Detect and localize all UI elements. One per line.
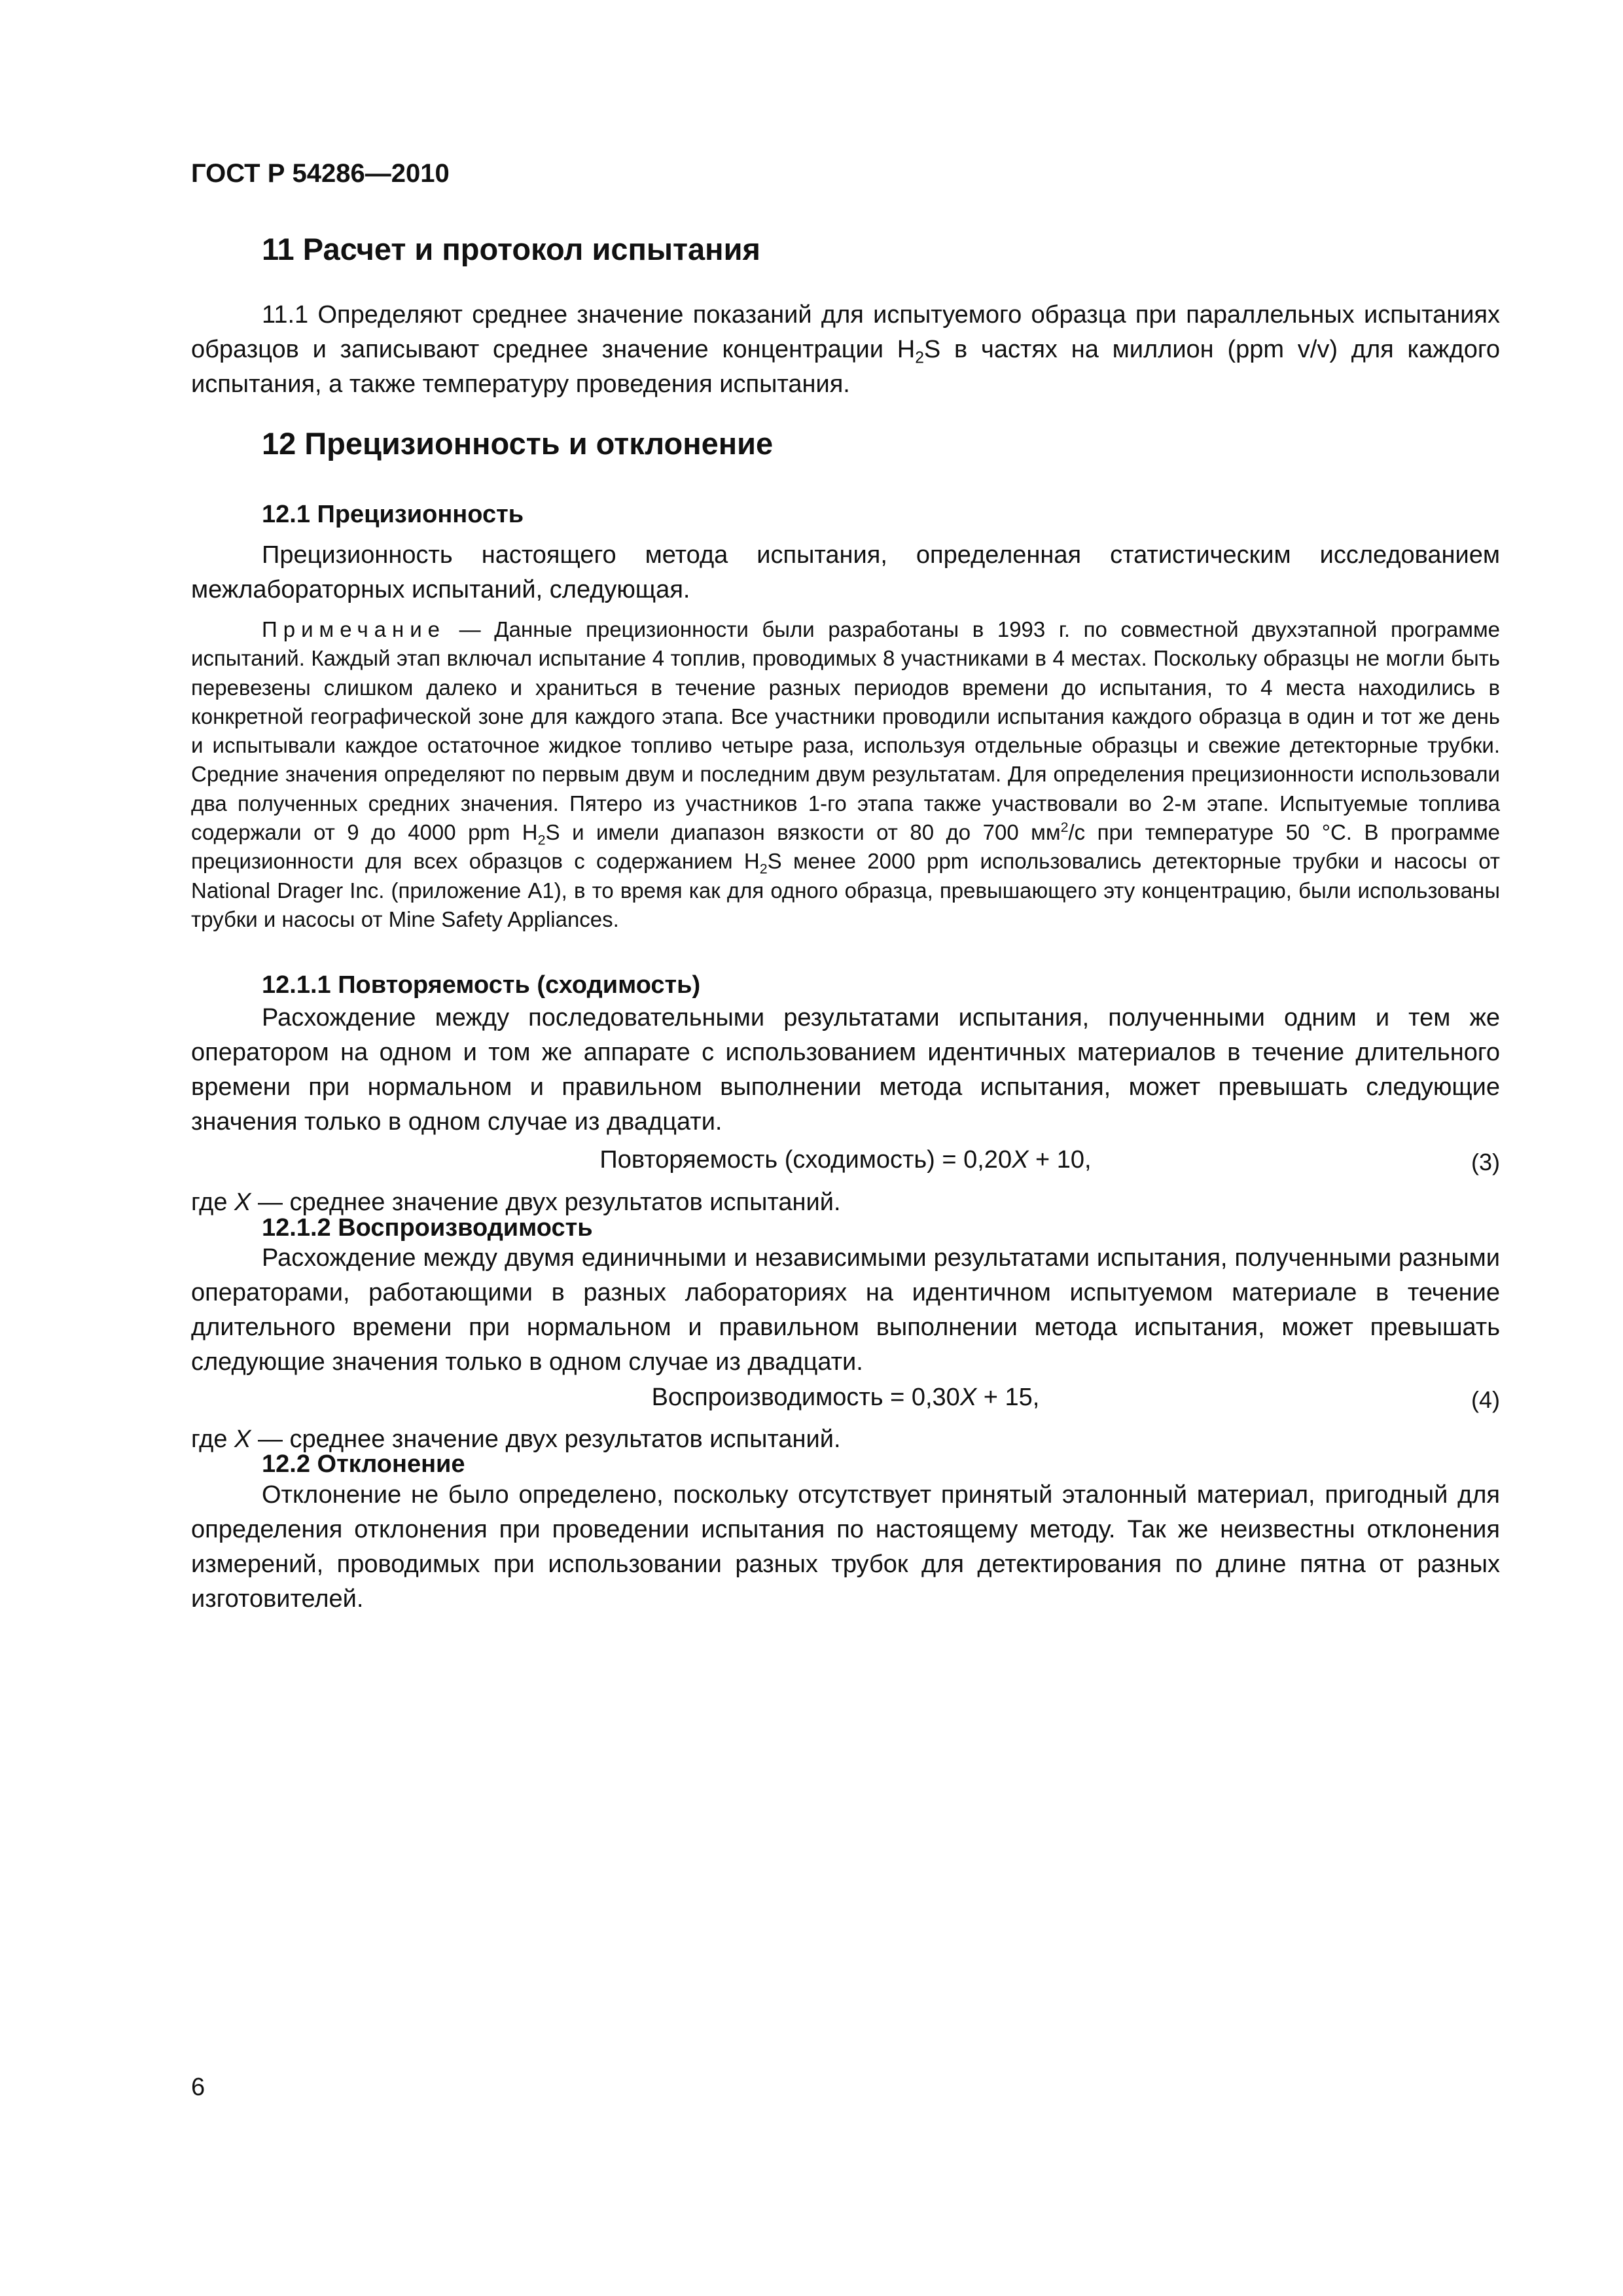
- equation-3-number: (3): [1471, 1149, 1500, 1175]
- note-block: Примечание — Данные прецизионности были разработаны в 1993 г. по совместной двухэтапной программе испытаний. Каждый этап включал испытание 4 топлив, проводимых 8 участниками в 4 местах. Поскольку образцы не могли быть перевезены слишком далеко и храниться в течение разных периодов времени до испытания, то 4 места находились в конкретной географической зоне для каждого этапа. Все участники проводили испытания каждого образца в один и тот же день и испытывали каждое остаточное жидкое топливо четыре раза, используя отдельные образцы и свежие детекторные трубки. Средние значения определяют по первым двум и последним двум результатам. Для определения прецизионности использовали два полученных средних значения. Пятеро из участников 1-го этапа также участвовали во 2-м этапе. Испытуемые топлива содержали от 9 до 4000 ppm $H_2S$ и имели диапазон вязкости от 80 до 700 $мм^2/с$ при температуре 50 °С. В программе прецизионности для всех образцов с содержанием $H_2S$ менее 2000 ppm использовались детекторные трубки и насосы от National Drager Inc. (приложение А1), в то время как для одного образца, превышающего эту концентрацию, были использованы трубки и насосы от Mine Safety Appliances.: [191, 617, 1501, 931]
- paragraph-12-1: Прецизионность настоящего метода испытания, определенная статистическим исследованием межлабораторных испытаний, следующая.: [191, 541, 1500, 603]
- section-11-heading: 11 Расчет и протокол испытания: [262, 232, 760, 266]
- equation-4-where: где X — среднее значение двух результатов испытаний.: [191, 1426, 841, 1453]
- equation-3-formula: Повторяемость (сходимость) = 0,20X + 10,: [599, 1146, 1092, 1174]
- paragraph-11-1: 11.1 Определяют среднее значение показаний для испытуемого образца при параллельных испытаниях образцов и записывают среднее значение концентрации $H_2S$ в частях на миллион (ppm v/v) для каждого испытания, а также температуру проведения испытания.: [191, 301, 1500, 398]
- subsection-12-1-heading: 12.1 Прецизионность: [262, 501, 524, 528]
- section-12-heading: 12 Прецизионность и отклонение: [262, 426, 774, 461]
- equation-3-where: где X — среднее значение двух результатов испытаний.: [191, 1189, 841, 1216]
- paragraph-12-1-1: Расхождение между последовательными результатами испытания, полученными одним и тем же оператором на одном и том же аппарате с использованием идентичных материалов в течение длительного времени при нормальном и правильном выполнении метода испытания, может превышать следующие значения только в одном случае из двадцати.: [191, 1004, 1500, 1136]
- paragraph-12-2: Отклонение не было определено, поскольку отсутствует принятый эталонный материал, пригодный для определения отклонения при проведении испытания по настоящему методу. Так же неизвестны отклонения измерений, проводимых при использовании разных трубок для детектирования по длине пятна от разных изготовителей.: [191, 1481, 1500, 1613]
- page-number: 6: [191, 2073, 205, 2101]
- equation-4-number: (4): [1471, 1386, 1500, 1413]
- document-code: ГОСТ Р 54286—2010: [191, 159, 450, 188]
- note-label: Примечание: [262, 617, 446, 641]
- equation-4: [191, 1379, 1500, 1416]
- paragraph-12-1-2: Расхождение между двумя единичными и независимыми результатами испытания, полученными разными операторами, работающими в разных лабораториях на идентичном испытуемом материале в течение длительного времени при нормальном и правильном выполнении метода испытания, может превышать следующие значения только в одном случае из двадцати.: [191, 1244, 1500, 1376]
- subsection-12-2-heading: 12.2 Отклонение: [262, 1450, 465, 1478]
- subsection-12-1-2-heading: 12.1.2 Воспроизводимость: [262, 1214, 593, 1242]
- equation-3: [191, 1141, 1500, 1178]
- equation-4-formula: Воспроизводимость = 0,30X + 15,: [651, 1384, 1040, 1411]
- subsection-12-1-1-heading: 12.1.1 Повторяемость (сходимость): [262, 971, 701, 999]
